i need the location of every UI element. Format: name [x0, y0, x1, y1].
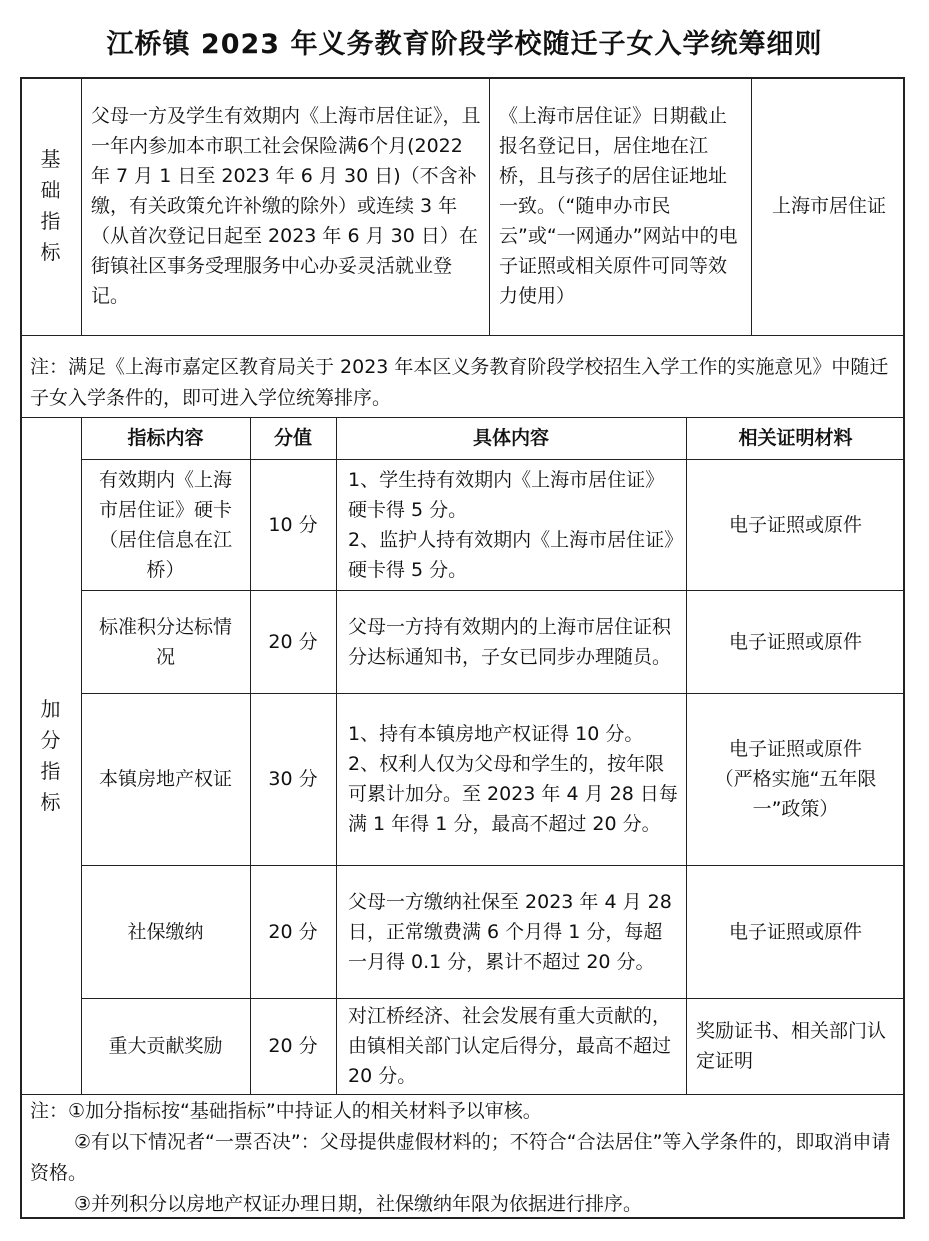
col-divider — [751, 77, 752, 335]
row-detail: 1、持有本镇房地产权证得 10 分。 2、权利人仅为父母和学生的，按年限可累计加分。至 2023 年 4 月 28 日每满 1 年得 1 分，最高不超过 20 分。 — [348, 723, 678, 835]
table-row-item — [81, 998, 250, 1094]
basic-condition-cell — [491, 92, 751, 320]
table-row-material — [686, 459, 905, 590]
row-score: 30 分 — [268, 768, 318, 790]
basic-requirement-cell — [83, 92, 489, 320]
table-row-item — [81, 865, 250, 998]
table-row-item — [81, 459, 250, 590]
table-row-detail — [336, 998, 686, 1094]
row-item-property-cert: 本镇房地产权证 — [98, 768, 232, 790]
table-row-item — [81, 590, 250, 693]
bonus-label: 加分指标 — [40, 696, 61, 814]
row-item-points-standard: 标准积分达标情况 — [98, 615, 232, 668]
header-detail: 具体内容 — [472, 427, 549, 449]
table-row-score — [250, 865, 336, 998]
row-score: 10 分 — [268, 513, 318, 536]
basic-requirement: 父母一方及学生有效期内《上海市居住证》，且一年内参加本市职工社会保险满6个月(2022 年 7 月 1 日至 2023 年 6 月 30 日)（不含补缴，有关政策允许补缴的除外）或连续 3 年（从首次登记日起至 2023 年 6 月 30 日）在街镇社区事务受理服务中心办妥灵活就业登记。 — [91, 105, 481, 307]
table-row-detail — [336, 865, 686, 998]
table-row-item — [81, 693, 250, 865]
table-row-material — [686, 590, 905, 693]
row-score: 20 分 — [268, 920, 318, 943]
table-row-material — [686, 865, 905, 998]
header-item: 指标内容 — [127, 427, 204, 449]
row-material: 电子证照或原件 — [728, 920, 862, 943]
header-score: 分值 — [273, 427, 312, 449]
row-item-social-insurance: 社保缴纳 — [127, 920, 204, 943]
row-item-major-contribution: 重大贡献奖励 — [108, 1035, 223, 1057]
table-row-detail — [336, 590, 686, 693]
row-divider — [20, 335, 905, 336]
row-material: 奖励证书、相关部门认定证明 — [696, 1020, 887, 1072]
row-detail: 对江桥经济、社会发展有重大贡献的，由镇相关部门认定后得分，最高不超过 20 分。 — [348, 1005, 672, 1087]
table-row-material — [686, 998, 905, 1094]
note-review: 注：①加分指标按“基础指标”中持证人的相关材料予以审核。 — [30, 1100, 542, 1122]
row-detail: 1、学生持有效期内《上海市居住证》硬卡得 5 分。 2、监护人持有效期内《上海市居住证》硬卡得 5 分。 — [348, 468, 674, 581]
basic-material-cell — [753, 77, 905, 335]
row-material: 电子证照或原件 — [728, 630, 862, 653]
bonus-label-cell — [20, 417, 81, 1094]
basic-condition: 《上海市居住证》日期截止报名登记日，居住地在江桥，且与孩子的居住证地址一致。（“随申办市民云”或“一网通办”网站中的电子证照或相关原件可同等效力使用） — [499, 105, 738, 307]
col-divider — [489, 77, 490, 335]
basic-material: 上海市居住证 — [771, 195, 886, 217]
table-row-score — [250, 459, 336, 590]
row-material: 电子证照或原件 （严格实施“五年限一”政策） — [714, 738, 877, 820]
table-row-score — [250, 590, 336, 693]
table-row-detail — [336, 693, 686, 865]
table-row-detail — [336, 459, 686, 590]
row-score: 20 分 — [268, 630, 318, 653]
row-divider — [20, 1094, 905, 1095]
row-detail: 父母一方持有效期内的上海市居住证积分达标通知书，子女已同步办理随员。 — [348, 615, 672, 668]
page-title: 江桥镇 2023 年义务教育阶段学校随迁子女入学统筹细则 — [106, 29, 823, 60]
header-material: 相关证明材料 — [738, 427, 853, 449]
table-row-score — [250, 693, 336, 865]
row-material: 电子证照或原件 — [728, 513, 862, 536]
row-item-residence-card: 有效期内《上海市居住证》硬卡（居住信息在江桥） — [98, 468, 232, 581]
row-score: 20 分 — [268, 1035, 318, 1057]
note-tiebreak: ③并列积分以房地产权证办理日期，社保缴纳年限为依据进行排序。 — [74, 1193, 643, 1215]
table-row-material — [686, 693, 905, 865]
col-divider — [81, 77, 82, 335]
basic-label-cell — [20, 77, 81, 335]
basic-label: 基础指标 — [40, 147, 61, 264]
note-admission: 注：满足《上海市嘉定区教育局关于 2023 年本区义务教育阶段学校招生入学工作的实施意见》中随迁子女入学条件的，即可进入学位统筹排序。 — [30, 356, 889, 409]
table-row-score — [250, 998, 336, 1094]
row-detail: 父母一方缴纳社保至 2023 年 4 月 28 日，正常缴费满 6 个月得 1 分，每超一月得 0.1 分，累计不超过 20 分。 — [348, 890, 672, 973]
note-veto: ②有以下情况者“一票否决”：父母提供虚假材料的；不符合“合法居住”等入学条件的，即取消申请资格。 — [30, 1131, 891, 1184]
